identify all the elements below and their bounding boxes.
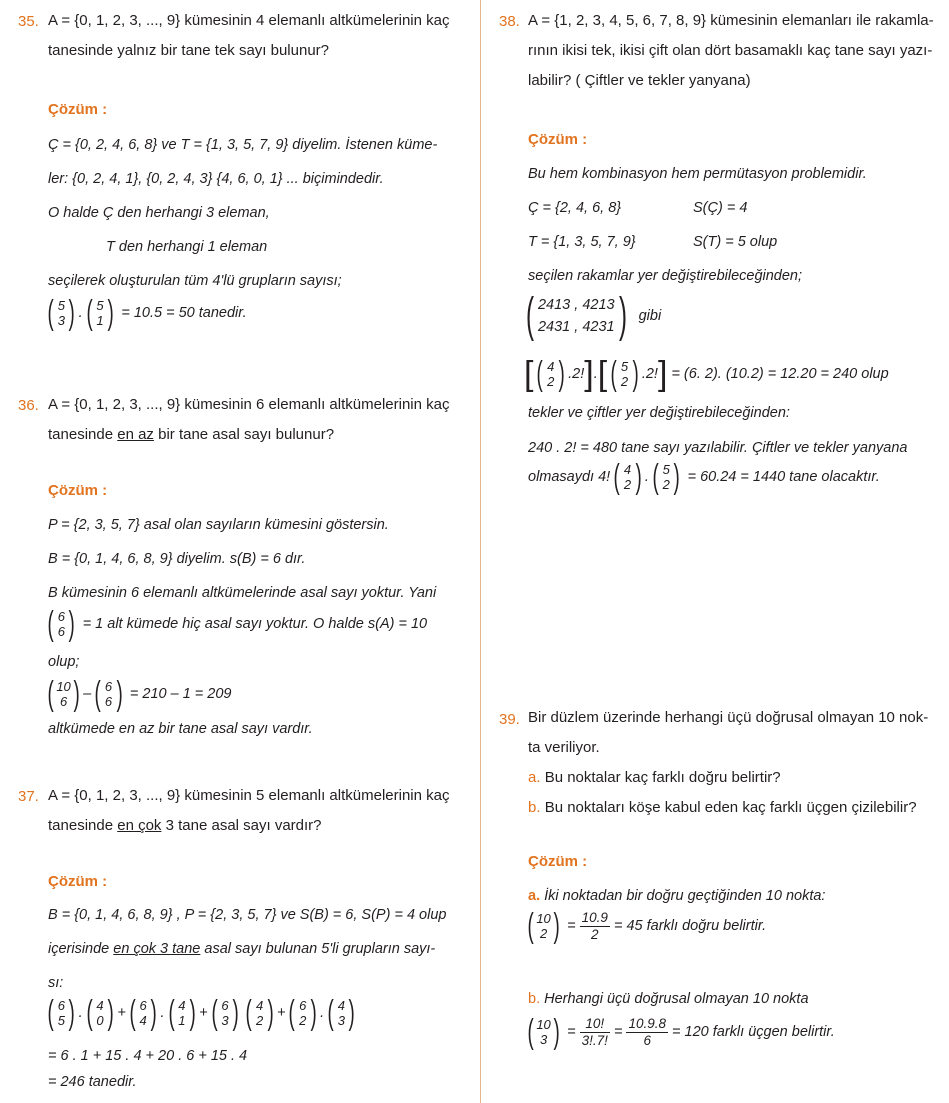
question-line: A = {0, 1, 2, 3, ..., 9} kümesinin 6 elemanlı altkümelerinin kaç [48,396,450,413]
question-option: a. Bu noktalar kaç farklı doğru belirtir? [528,769,781,786]
binomial: ( 10 6 ) [47,675,80,713]
formula-line: [ ( 4 2 ) .2!].[ ( 5 2 ) .2!] = (6. 2). (10.2) = 12.20 = 240 olup [524,355,889,393]
formula-result: = 120 farklı üçgen belirtir. [672,1023,835,1040]
solution-line: B = {0, 1, 4, 6, 8, 9} , P = {2, 3, 5, 7} ve S(B) = 6, S(P) = 4 olup [48,907,447,923]
matrix-line: ( 2413 , 4213 2431 , 4231 ) gibi [525,289,662,342]
fraction: $\frac{10.9.8}{6}$ [628,1015,667,1048]
question-line: tanesinde yalnız bir tane tek sayı bulunur? [48,42,330,59]
formula-line: ( 5 3 ) . ( 5 1 ) = 10.5 = 50 tanedir. [44,296,247,330]
question-text [528,703,928,823]
binomial: ( 4 2 ) [537,355,565,393]
solution-line: b. Herhangi üçü doğrusal olmayan 10 nokta [528,991,809,1007]
solution-heading: Çözüm : [48,101,108,118]
question-option: b. Bu noktaları köşe kabul eden kaç farklı üçgen çizilebilir? [528,799,917,816]
formula-line: olmasaydı 4! ( 4 2 ) . ( 5 2 ) = 60.24 = 1440 tane olacaktır. [528,458,880,496]
question-number: 38. [499,13,520,30]
solution-line: olup; [48,654,80,670]
solution-line: ler: {0, 2, 4, 1}, {0, 2, 4, 3} {4, 6, 0, 1} ... biçimindedir. [48,171,384,187]
question-number: 39. [499,711,520,728]
solution-line: içerisinde en çok 3 tane asal sayı bulunan 5'li grupların sayı- [48,941,436,957]
question-line: Bir düzlem üzerinde herhangi üçü doğrusal olmayan 10 nok- [528,709,929,726]
solution-line: O halde Ç den herhangi 3 eleman, [48,205,270,221]
question-line: A = {0, 1, 2, 3, ..., 9} kümesinin 4 elemanlı altkümelerinin kaç [48,12,450,29]
question-number: 36. [18,397,39,414]
solution-heading: Çözüm : [48,873,108,890]
question-line: rının ikisi tek, ikisi çift olan dört basamaklı kaç tane sayı yazı- [528,42,933,59]
formula-line: ( 10 2 ) = $\frac{10.9}{2}$ = 45 farklı doğru belirtir. [524,909,766,943]
solution-line: tekler ve çiftler yer değiştirebileceğinden: [528,405,790,421]
binomial: ( 6 3 ) [211,994,239,1032]
binomial: ( 4 3 ) [327,994,356,1032]
solution-line: B kümesinin 6 elemanlı altkümelerinde asal sayı yoktur. Yani [48,585,437,601]
formula-line: ( 10 3 ) = $\frac{10!}{3!.7!}$ = $\frac{10.9.8}{6}$ = 120 farklı üçgen belirtir. [524,1015,835,1049]
question-line: ta veriliyor. [528,739,600,756]
fraction: $\frac{10!}{3!.7!}$ [581,1015,608,1048]
solution-heading: Çözüm : [48,482,108,499]
question-text [528,6,934,96]
question-number: 35. [18,13,39,30]
binomial: ( 4 0 ) [86,994,114,1032]
solution-line: Bu hem kombinasyon hem permütasyon problemidir. [528,166,867,182]
binomial: ( 4 2 ) [245,994,274,1032]
solution-line: P = {2, 3, 5, 7} asal olan sayıların kümesini göstersin. [48,517,389,533]
solution-line: = 246 tanedir. [48,1074,137,1090]
solution-line: T den herhangi 1 eleman [106,239,268,255]
formula-text: = 1 alt kümede hiç asal sayı yoktur. O halde s(A) = 10 [82,615,428,632]
question-line: A = {1, 2, 3, 4, 5, 6, 7, 8, 9} kümesinin elemanları ile rakamla- [528,12,934,29]
solution-line: B = {0, 1, 4, 6, 8, 9} diyelim. s(B) = 6 dır. [48,551,306,567]
formula-line: ( 10 6 ) – ( 6 6 ) = 210 – 1 = 209 [44,677,231,711]
number-matrix: 2413 , 4213 2431 , 4231 [537,297,615,335]
binomial: ( 10 2 ) [527,907,560,945]
solution-line: S(Ç) = 4 [693,200,748,216]
solution-line: sı: [48,975,64,991]
solution-line: 240 . 2! = 480 tane sayı yazılabilir. Çiftler ve tekler yanyana [528,440,908,456]
question-line: tanesinde en az bir tane asal sayı bulunur? [48,426,335,443]
binomial: ( 5 2 ) [652,458,681,496]
solution-line: Ç = {0, 2, 4, 6, 8} ve T = {1, 3, 5, 7, 9} diyelim. İstenen küme- [48,137,438,153]
solution-heading: Çözüm : [528,131,588,148]
question-text [48,390,449,450]
binomial: ( 5 3 ) [47,294,76,332]
solution-line: seçilen rakamlar yer değiştirebileceğinden; [528,268,803,284]
solution-line: a. İki noktadan bir doğru geçtiğinden 10 nokta: [528,888,826,904]
question-number: 37. [18,788,39,805]
solution-line: Ç = {2, 4, 6, 8} [528,200,622,216]
binomial: ( 5 2 ) [610,355,639,393]
solution-line: S(T) = 5 olup [693,234,778,250]
question-line: labilir? ( Çiftler ve tekler yanyana) [528,72,751,89]
matrix-note: gibi [638,307,662,324]
formula-result: = 45 farklı doğru belirtir. [613,917,767,934]
question-line: tanesinde en çok 3 tane asal sayı vardır? [48,817,322,834]
formula-line: ( 6 5 ) . ( 4 0 ) + ( 6 4 ) . ( 4 1 ) + ( 6 3 ) ( 4 2 ) + ( 6 2 ) . ( 4 3 ) [44,996,359,1030]
formula-result: = 10.5 = 50 tanedir. [121,304,247,321]
solution-line: = 6 . 1 + 15 . 4 + 20 . 6 + 15 . 4 [48,1048,248,1064]
solution-line: T = {1, 3, 5, 7, 9} [528,234,636,250]
formula-result: = 60.24 = 1440 tane olacaktır. [687,468,880,485]
question-line: A = {0, 1, 2, 3, ..., 9} kümesinin 5 elemanlı altkümelerinin kaç [48,787,450,804]
column-divider [480,0,481,1103]
question-text [48,781,449,841]
solution-heading: Çözüm : [528,853,588,870]
binomial: ( 6 5 ) [47,994,76,1032]
binomial: ( 4 2 ) [613,458,642,496]
binomial: ( 5 1 ) [86,294,114,332]
question-text [48,6,449,66]
binomial: ( 6 6 ) [47,605,76,643]
binomial: ( 6 2 ) [288,994,317,1032]
solution-line: altkümede en az bir tane asal sayı vardır. [48,721,313,737]
solution-line: seçilerek oluşturulan tüm 4'lü grupların sayısı; [48,273,342,289]
binomial: ( 10 3 ) [527,1013,560,1051]
binomial: ( 4 1 ) [168,994,196,1032]
formula-line [44,607,427,641]
fraction: $\frac{10.9}{2}$ [581,909,608,942]
binomial: ( 6 4 ) [129,994,157,1032]
formula-result: = 210 – 1 = 209 [129,685,232,702]
formula-result: = (6. 2). (10.2) = 12.20 = 240 olup [671,365,889,382]
binomial: ( 6 6 ) [94,675,123,713]
